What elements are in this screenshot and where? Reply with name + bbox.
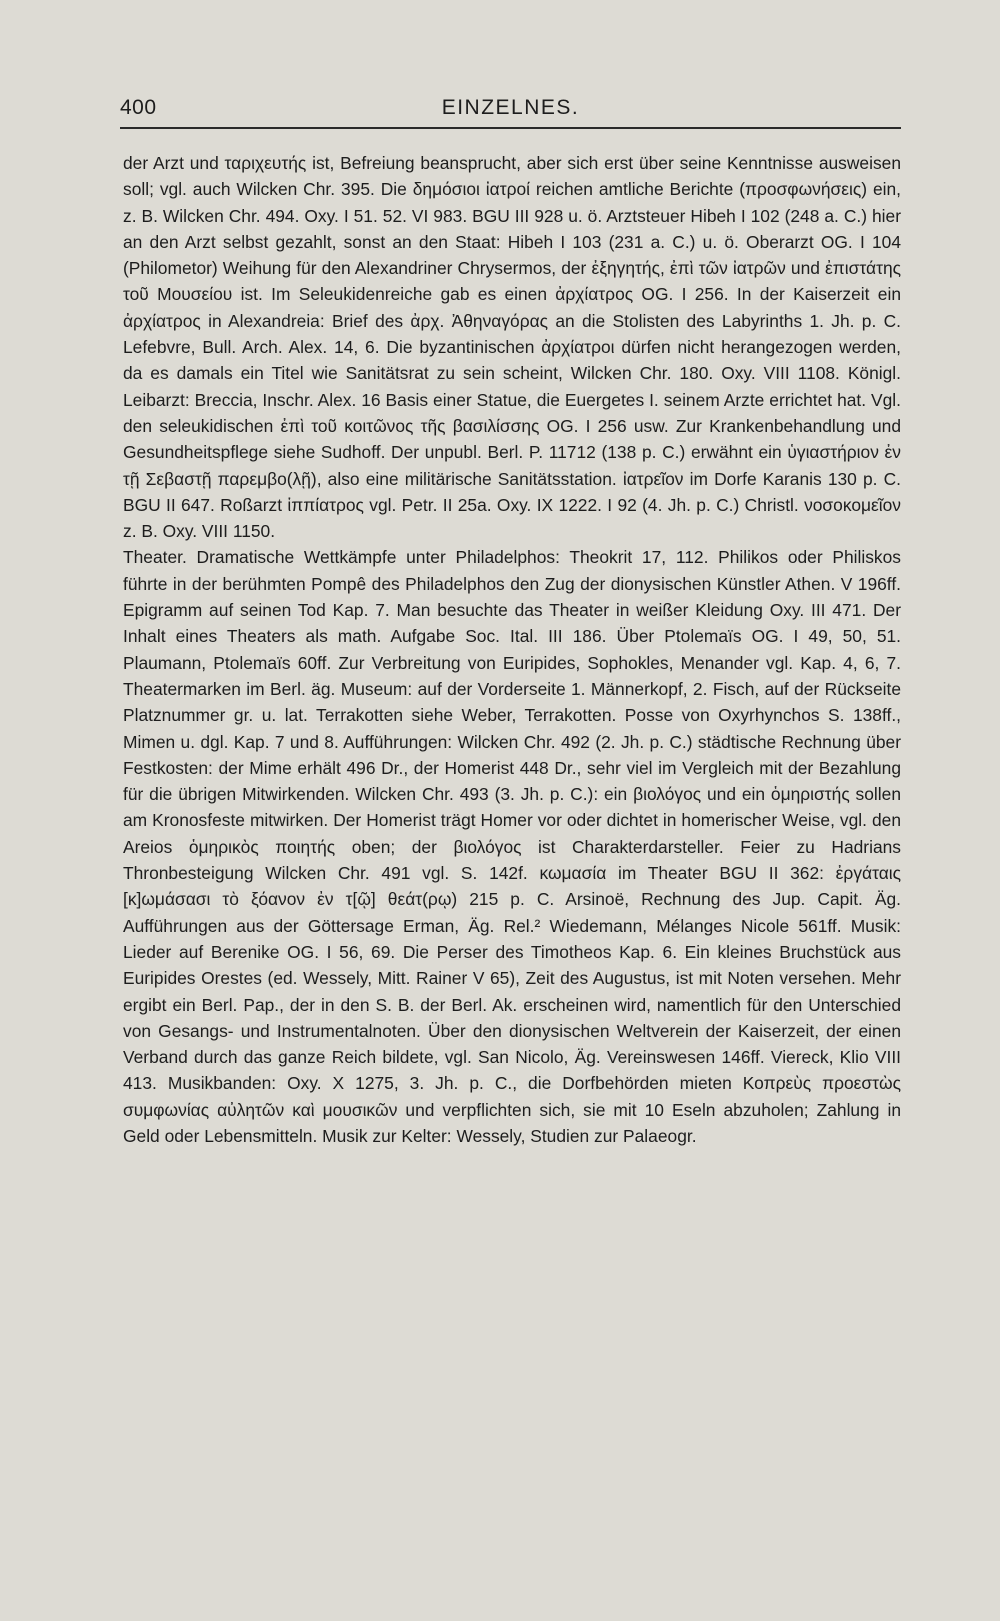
page-number: 400 <box>120 96 157 119</box>
header-rule <box>120 127 901 129</box>
running-title: EINZELNES. <box>441 96 580 119</box>
page-header <box>120 96 901 128</box>
paragraph: Theater. Dramatische Wettkämpfe unter Philadelphos: Theokrit 17, 112. Philikos oder Philiskos führte in der berühmten Pompê des Philadelphos den Zug der dionysischen Künstler Athen. V 196ff. Epigramm auf seinen Tod Kap. 7. Man besuchte das Theater in weißer Kleidung Oxy. III 471. Der Inhalt eines Theaters als math. Aufgabe Soc. Ital. III 186. Über Ptolemaïs OG. I 49, 50, 51. Plaumann, Ptolemaïs 60ff. Zur Verbreitung von Euripides, Sophokles, Menander vgl. Kap. 4, 6, 7. Theatermarken im Berl. äg. Museum: auf der Vorderseite 1. Männerkopf, 2. Fisch, auf der Rückseite Platznummer gr. u. lat. Terrakotten siehe Weber, Terrakotten. Posse von Oxyrhynchos S. 138ff., Mimen u. dgl. Kap. 7 und 8. Aufführungen: Wilcken Chr. 492 (2. Jh. p. C.) städtische Rechnung über Festkosten: der Mime erhält 496 Dr., der Homerist 448 Dr., sehr viel im Vergleich mit der Bezahlung für die übrigen Mitwirkenden. Wilcken Chr. 493 (3. Jh. p. C.): ein βιολόγος und ein ὁμηριστής sollen am Kronosfeste mitwirken. Der Homerist trägt Homer vor oder dichtet in homerischer Weise, vgl. den Areios ὁμηρικὸς ποιητής oben; der βιολόγος ist Charakterdarsteller. Feier zu Hadrians Thronbesteigung Wilcken Chr. 491 vgl. S. 142f. κωμασία im Theater BGU II 362: ἐργάταις [κ]ωμάσασι τὸ ξόανον ἐν τ[ῷ] θεάτ(ρῳ) 215 p. C. Arsinoë, Rechnung des Jup. Capit. Äg. Aufführungen aus der Göttersage Erman, Äg. Rel.² Wiedemann, Mélanges Nicole 561ff. Musik: Lieder auf Berenike OG. I 56, 69. Die Perser des Timotheos Kap. 6. Ein kleines Bruchstück aus Euripides Orestes (ed. Wessely, Mitt. Rainer V 65), Zeit des Augustus, ist mit Noten versehen. Mehr ergibt ein Berl. Pap., der in den S. B. der Berl. Ak. erscheinen wird, namentlich für den Unterschied von Gesangs- und Instrumentalnoten. Über den dionysischen Weltverein der Kaiserzeit, der einen Verband durch das ganze Reich bildete, vgl. San Nicolo, Äg. Vereinswesen 146ff. Viereck, Klio VIII 413. Musikbanden: Oxy. X 1275, 3. Jh. p. C., die Dorfbehörden mieten Κοπρεὺς προεστὼς συμφωνίας αὐλητῶν καὶ μουσικῶν und verpflichten sich, sie mit 10 Eseln abzuholen; Zahlung in Geld oder Lebensmitteln. Musik zur Kelter: Wessely, Studien zur Palaeogr. <box>123 547 901 1146</box>
paragraph: der Arzt und ταριχευτής ist, Befreiung beansprucht, aber sich erst über seine Kenntnisse ausweisen soll; vgl. auch Wilcken Chr. 395. Die δημόσιοι ἰατροί reichen amtliche Berichte (προσφωνήσεις) ein, z. B. Wilcken Chr. 494. Oxy. I 51. 52. VI 983. BGU III 928 u. ö. Arztsteuer Hibeh I 102 (248 a. C.) hier an den Arzt selbst gezahlt, sonst an den Staat: Hibeh I 103 (231 a. C.) u. ö. Oberarzt OG. I 104 (Philometor) Weihung für den Alexandriner Chrysermos, der ἐξηγητής, ἐπὶ τῶν ἰατρῶν und ἐπιστάτης τοῦ Μουσείου ist. Im Seleukidenreiche gab es einen ἀρχίατρος OG. I 256. In der Kaiserzeit ein ἀρχίατρος in Alexandreia: Brief des ἀρχ. Ἀθηναγόρας an die Stolisten des Labyrinths 1. Jh. p. C. Lefebvre, Bull. Arch. Alex. 14, 6. Die byzantinischen ἀρχίατροι dürfen nicht herangezogen werden, da es damals ein Titel wie Sanitätsrat zu sein scheint, Wilcken Chr. 180. Oxy. VIII 1108. Königl. Leibarzt: Breccia, Inschr. Alex. 16 Basis einer Statue, die Euergetes I. seinem Arzte errichtet hat. Vgl. den seleukidischen ἐπὶ τοῦ κοιτῶνος τῆς βασιλίσσης OG. I 256 usw. Zur Krankenbehandlung und Gesundheitspflege siehe Sudhoff. Der unpubl. Berl. P. 11712 (138 p. C.) erwähnt ein ὑγιαστήριον ἐν τῇ Σεβαστῇ παρεμβο(λῇ), also eine militärische Sanitätsstation. ἰατρεῖον im Dorfe Karanis 130 p. C. BGU II 647. Roßarzt ἱππίατρος vgl. Petr. II 25a. Oxy. IX 1222. I 92 (4. Jh. p. C.) Christl. νοσοκομεῖον z. B. Oxy. VIII 1150. <box>123 153 901 542</box>
body-text <box>123 150 901 1149</box>
